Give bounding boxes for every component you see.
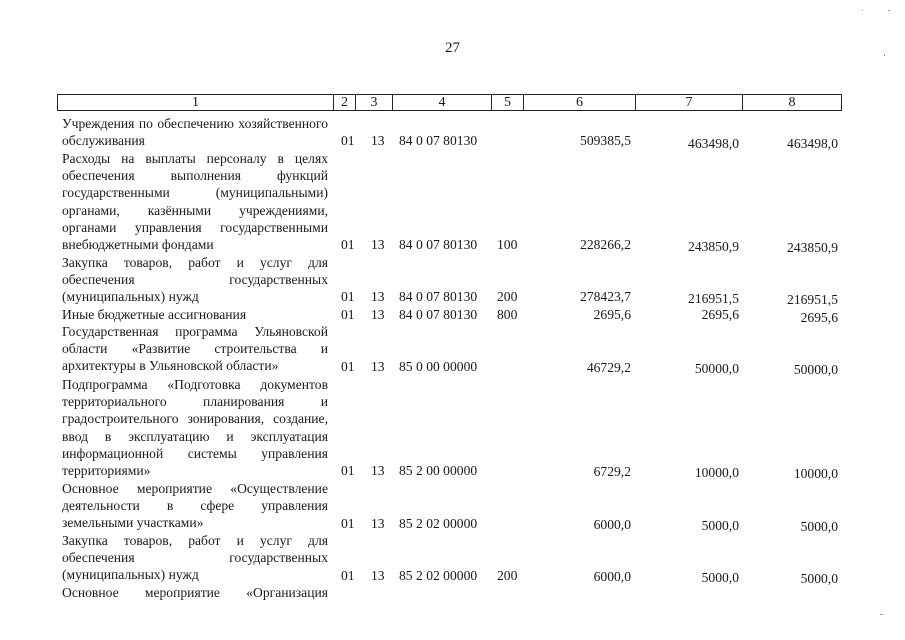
row-target-code: 85 2 02 00000 — [399, 516, 478, 531]
row-amount-col7: 463498,0 — [688, 136, 739, 151]
header-col-3: 3 — [355, 94, 393, 111]
row-subsection: 13 — [371, 307, 385, 322]
row-section: 01 — [341, 237, 355, 252]
row-target-code: 84 0 07 80130 — [399, 133, 478, 149]
row-expense-type: 100 — [497, 237, 518, 252]
row-section: 01 — [341, 516, 355, 531]
row-target-code: 84 0 07 80130 — [399, 237, 478, 252]
row-subsection: 13 — [371, 463, 385, 478]
row-subsection: 13 — [371, 568, 385, 583]
row-description: Закупка товаров, работ и услуг для обеспечения государственных (муниципальных) нужд — [62, 533, 328, 583]
row-expense-type: 200 — [497, 568, 518, 583]
row-amount-col8: 216951,5 — [787, 292, 838, 307]
scan-speck — [862, 10, 863, 11]
row-amount-col7: 5000,0 — [701, 518, 739, 533]
row-target-code: 84 0 07 80130 — [399, 289, 478, 305]
table-header — [57, 94, 842, 113]
row-amount-col6: 6000,0 — [593, 517, 631, 532]
row-amount-col8: 5000,0 — [800, 571, 838, 586]
row-amount-col6: 6729,2 — [593, 464, 631, 479]
row-amount-col6: 509385,5 — [580, 133, 631, 149]
header-col-2: 2 — [333, 94, 356, 111]
row-description: Расходы на выплаты персоналу в целях обеспечения выполнения функций государственными (муниципальными) органами, казёнными учреждениями, органами управления государственными внебюджетными фондами — [62, 151, 328, 253]
page-number: 27 — [445, 40, 460, 56]
row-amount-col6: 2695,6 — [593, 307, 631, 322]
row-amount-col7: 10000,0 — [694, 465, 739, 480]
row-subsection: 13 — [371, 516, 385, 531]
scan-speck — [888, 10, 890, 11]
row-amount-col6: 6000,0 — [593, 569, 631, 584]
row-expense-type: 200 — [497, 289, 518, 305]
row-section: 01 — [341, 568, 355, 583]
row-amount-col8: 5000,0 — [800, 519, 838, 534]
header-col-7: 7 — [635, 94, 743, 111]
row-section: 01 — [341, 289, 355, 305]
row-section: 01 — [341, 359, 355, 374]
row-amount-col7: 216951,5 — [688, 291, 739, 306]
row-subsection: 13 — [371, 289, 385, 305]
row-description: Закупка товаров, работ и услуг для обеспечения государственных (муниципальных) нужд — [62, 255, 328, 305]
header-col-5: 5 — [491, 94, 524, 111]
row-amount-col8: 10000,0 — [793, 466, 838, 481]
row-expense-type: 800 — [497, 307, 518, 322]
row-target-code: 85 0 00 00000 — [399, 359, 478, 374]
row-target-code: 84 0 07 80130 — [399, 307, 478, 322]
row-amount-col8: 243850,9 — [787, 240, 838, 255]
row-amount-col7: 243850,9 — [688, 239, 739, 254]
scan-speck — [880, 614, 883, 615]
row-description: Государственная программа Ульяновской области «Развитие строительства и архитектуры в Ульяновской области» — [62, 324, 328, 374]
row-amount-col7: 5000,0 — [701, 570, 739, 585]
row-amount-col7: 2695,6 — [701, 307, 739, 322]
row-description: Основное мероприятие «Осуществление деятельности в сфере управления земельными участками» — [62, 481, 328, 531]
row-amount-col8: 50000,0 — [793, 362, 838, 377]
row-target-code: 85 2 00 00000 — [399, 463, 478, 478]
row-section: 01 — [341, 307, 355, 322]
row-amount-col7: 50000,0 — [694, 361, 739, 376]
row-amount-col6: 46729,2 — [586, 360, 631, 375]
row-subsection: 13 — [371, 359, 385, 374]
row-amount-col8: 463498,0 — [787, 136, 838, 151]
header-col-6: 6 — [523, 94, 636, 111]
row-subsection: 13 — [371, 237, 385, 252]
row-description: Учреждения по обеспечению хозяйственного обслуживания — [62, 116, 328, 149]
row-subsection: 13 — [371, 133, 385, 149]
row-description: Основное мероприятие «Организация — [62, 585, 328, 600]
row-amount-col6: 228266,2 — [580, 237, 631, 252]
row-target-code: 85 2 02 00000 — [399, 568, 478, 583]
row-description: Подпрограмма «Подготовка документов территориального планирования и градостроительного зонирования, создание, ввод в эксплуатацию и эксплуатация информационной системы управления территориями» — [62, 377, 328, 479]
scan-speck — [884, 54, 885, 56]
row-description: Иные бюджетные ассигнования — [62, 307, 247, 322]
row-section: 01 — [341, 133, 355, 149]
header-col-4: 4 — [392, 94, 492, 111]
row-section: 01 — [341, 463, 355, 478]
header-col-8: 8 — [742, 94, 842, 111]
row-amount-col8: 2695,6 — [800, 310, 838, 325]
header-col-1: 1 — [57, 94, 334, 111]
row-amount-col6: 278423,7 — [580, 289, 631, 305]
